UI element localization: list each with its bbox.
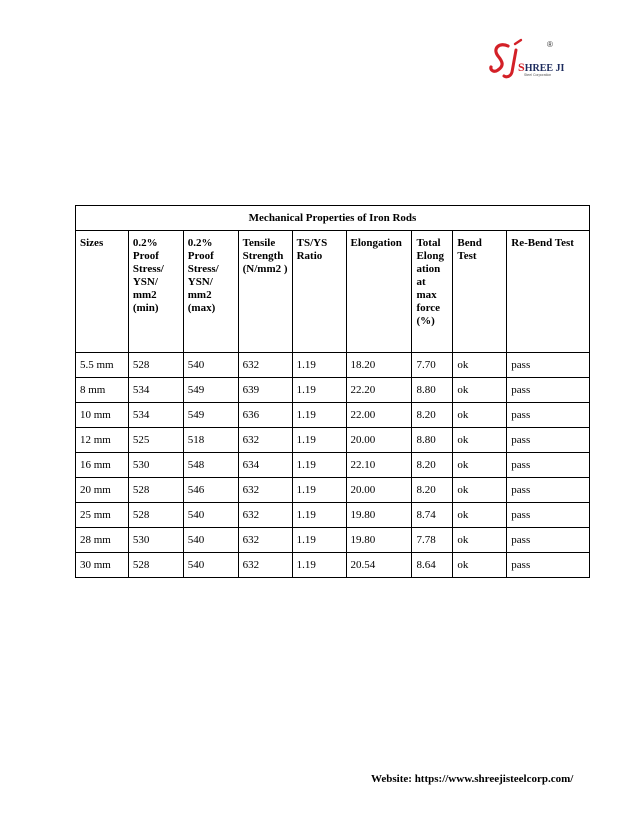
table-cell-sizes: 16 mm [76, 453, 129, 478]
table-cell-sizes: 28 mm [76, 528, 129, 553]
table-cell-tensile-strength: 632 [238, 428, 292, 453]
table-cell-rebend-test: pass [507, 528, 590, 553]
table-cell-elongation: 22.20 [346, 378, 412, 403]
table-cell-proof-stress-max: 540 [183, 528, 238, 553]
column-header-proof-stress-min: 0.2% Proof Stress/ YSN/ mm2 (min) [128, 231, 183, 353]
table-cell-sizes: 20 mm [76, 478, 129, 503]
table-row [76, 503, 590, 528]
table-row [76, 553, 590, 578]
table-cell-tensile-strength: 632 [238, 478, 292, 503]
table-cell-proof-stress-min: 530 [128, 453, 183, 478]
table-cell-proof-stress-max: 540 [183, 553, 238, 578]
column-header-elongation: Elongation [346, 231, 412, 353]
table-row [76, 378, 590, 403]
table-cell-rebend-test: pass [507, 428, 590, 453]
table-cell-ts-ys-ratio: 1.19 [292, 353, 346, 378]
column-header-bend-test: Bend Test [453, 231, 507, 353]
table-cell-tensile-strength: 636 [238, 403, 292, 428]
table-cell-total-elongation: 8.20 [412, 403, 453, 428]
table-cell-elongation: 19.80 [346, 503, 412, 528]
table-cell-bend-test: ok [453, 378, 507, 403]
table-cell-sizes: 30 mm [76, 553, 129, 578]
table-cell-tensile-strength: 632 [238, 528, 292, 553]
column-header-rebend-test: Re-Bend Test [507, 231, 590, 353]
table-cell-tensile-strength: 632 [238, 503, 292, 528]
table-cell-total-elongation: 7.70 [412, 353, 453, 378]
iron-rods-properties-table [75, 205, 590, 578]
table-cell-bend-test: ok [453, 453, 507, 478]
table-cell-proof-stress-max: 549 [183, 403, 238, 428]
logo-brand-text: SHREE JI [518, 60, 565, 74]
table-cell-proof-stress-max: 540 [183, 503, 238, 528]
table-cell-elongation: 20.00 [346, 428, 412, 453]
table-cell-rebend-test: pass [507, 353, 590, 378]
table-cell-proof-stress-max: 518 [183, 428, 238, 453]
table-cell-sizes: 25 mm [76, 503, 129, 528]
table-cell-bend-test: ok [453, 428, 507, 453]
table-cell-rebend-test: pass [507, 553, 590, 578]
column-header-ts-ys-ratio: TS/YS Ratio [292, 231, 346, 353]
table-cell-ts-ys-ratio: 1.19 [292, 478, 346, 503]
table-title: Mechanical Properties of Iron Rods [76, 206, 590, 231]
table-cell-bend-test: ok [453, 553, 507, 578]
table-cell-tensile-strength: 639 [238, 378, 292, 403]
table-cell-rebend-test: pass [507, 503, 590, 528]
table-cell-rebend-test: pass [507, 403, 590, 428]
table-cell-proof-stress-max: 546 [183, 478, 238, 503]
table-cell-ts-ys-ratio: 1.19 [292, 378, 346, 403]
table-cell-sizes: 8 mm [76, 378, 129, 403]
table-cell-rebend-test: pass [507, 378, 590, 403]
table-cell-bend-test: ok [453, 478, 507, 503]
table-cell-total-elongation: 8.20 [412, 478, 453, 503]
table-cell-ts-ys-ratio: 1.19 [292, 528, 346, 553]
table-cell-elongation: 22.10 [346, 453, 412, 478]
table-cell-sizes: 12 mm [76, 428, 129, 453]
table-cell-total-elongation: 8.80 [412, 428, 453, 453]
table-cell-bend-test: ok [453, 503, 507, 528]
table-cell-rebend-test: pass [507, 478, 590, 503]
table-row [76, 528, 590, 553]
column-header-sizes: Sizes [76, 231, 129, 353]
table-cell-total-elongation: 7.78 [412, 528, 453, 553]
table-cell-tensile-strength: 634 [238, 453, 292, 478]
website-footer: Website: https://www.shreejisteelcorp.com/ [371, 773, 574, 785]
table-row [76, 428, 590, 453]
column-header-tensile-strength: Tensile Strength (N/mm2 ) [238, 231, 292, 353]
table-cell-bend-test: ok [453, 353, 507, 378]
table-cell-elongation: 19.80 [346, 528, 412, 553]
table-cell-ts-ys-ratio: 1.19 [292, 403, 346, 428]
table-cell-bend-test: ok [453, 528, 507, 553]
table-header-row [76, 231, 590, 353]
table-cell-tensile-strength: 632 [238, 353, 292, 378]
table-cell-ts-ys-ratio: 1.19 [292, 428, 346, 453]
company-logo [488, 38, 568, 82]
table-cell-rebend-test: pass [507, 453, 590, 478]
table-cell-elongation: 18.20 [346, 353, 412, 378]
table-cell-sizes: 10 mm [76, 403, 129, 428]
table-cell-elongation: 20.54 [346, 553, 412, 578]
registered-mark: ® [547, 40, 553, 49]
table-row [76, 453, 590, 478]
table-cell-total-elongation: 8.74 [412, 503, 453, 528]
table-cell-proof-stress-max: 548 [183, 453, 238, 478]
table-cell-proof-stress-min: 534 [128, 378, 183, 403]
table-cell-ts-ys-ratio: 1.19 [292, 503, 346, 528]
table-cell-proof-stress-min: 534 [128, 403, 183, 428]
table-cell-bend-test: ok [453, 403, 507, 428]
table-row [76, 403, 590, 428]
table-row [76, 353, 590, 378]
table-cell-elongation: 22.00 [346, 403, 412, 428]
table-cell-elongation: 20.00 [346, 478, 412, 503]
table-cell-total-elongation: 8.64 [412, 553, 453, 578]
column-header-total-elongation: Total Elong ation at max force (%) [412, 231, 453, 353]
table-cell-ts-ys-ratio: 1.19 [292, 453, 346, 478]
table-cell-proof-stress-max: 549 [183, 378, 238, 403]
table-cell-proof-stress-min: 530 [128, 528, 183, 553]
table-cell-proof-stress-min: 528 [128, 478, 183, 503]
table-cell-proof-stress-min: 528 [128, 503, 183, 528]
table-cell-sizes: 5.5 mm [76, 353, 129, 378]
table-cell-proof-stress-min: 528 [128, 353, 183, 378]
logo-subtitle: Steel Corporation [524, 73, 552, 77]
table-cell-proof-stress-min: 528 [128, 553, 183, 578]
table-cell-tensile-strength: 632 [238, 553, 292, 578]
table-cell-total-elongation: 8.20 [412, 453, 453, 478]
table-cell-total-elongation: 8.80 [412, 378, 453, 403]
column-header-proof-stress-max: 0.2% Proof Stress/ YSN/ mm2 (max) [183, 231, 238, 353]
table-cell-proof-stress-min: 525 [128, 428, 183, 453]
table-row [76, 478, 590, 503]
table-cell-proof-stress-max: 540 [183, 353, 238, 378]
table-cell-ts-ys-ratio: 1.19 [292, 553, 346, 578]
